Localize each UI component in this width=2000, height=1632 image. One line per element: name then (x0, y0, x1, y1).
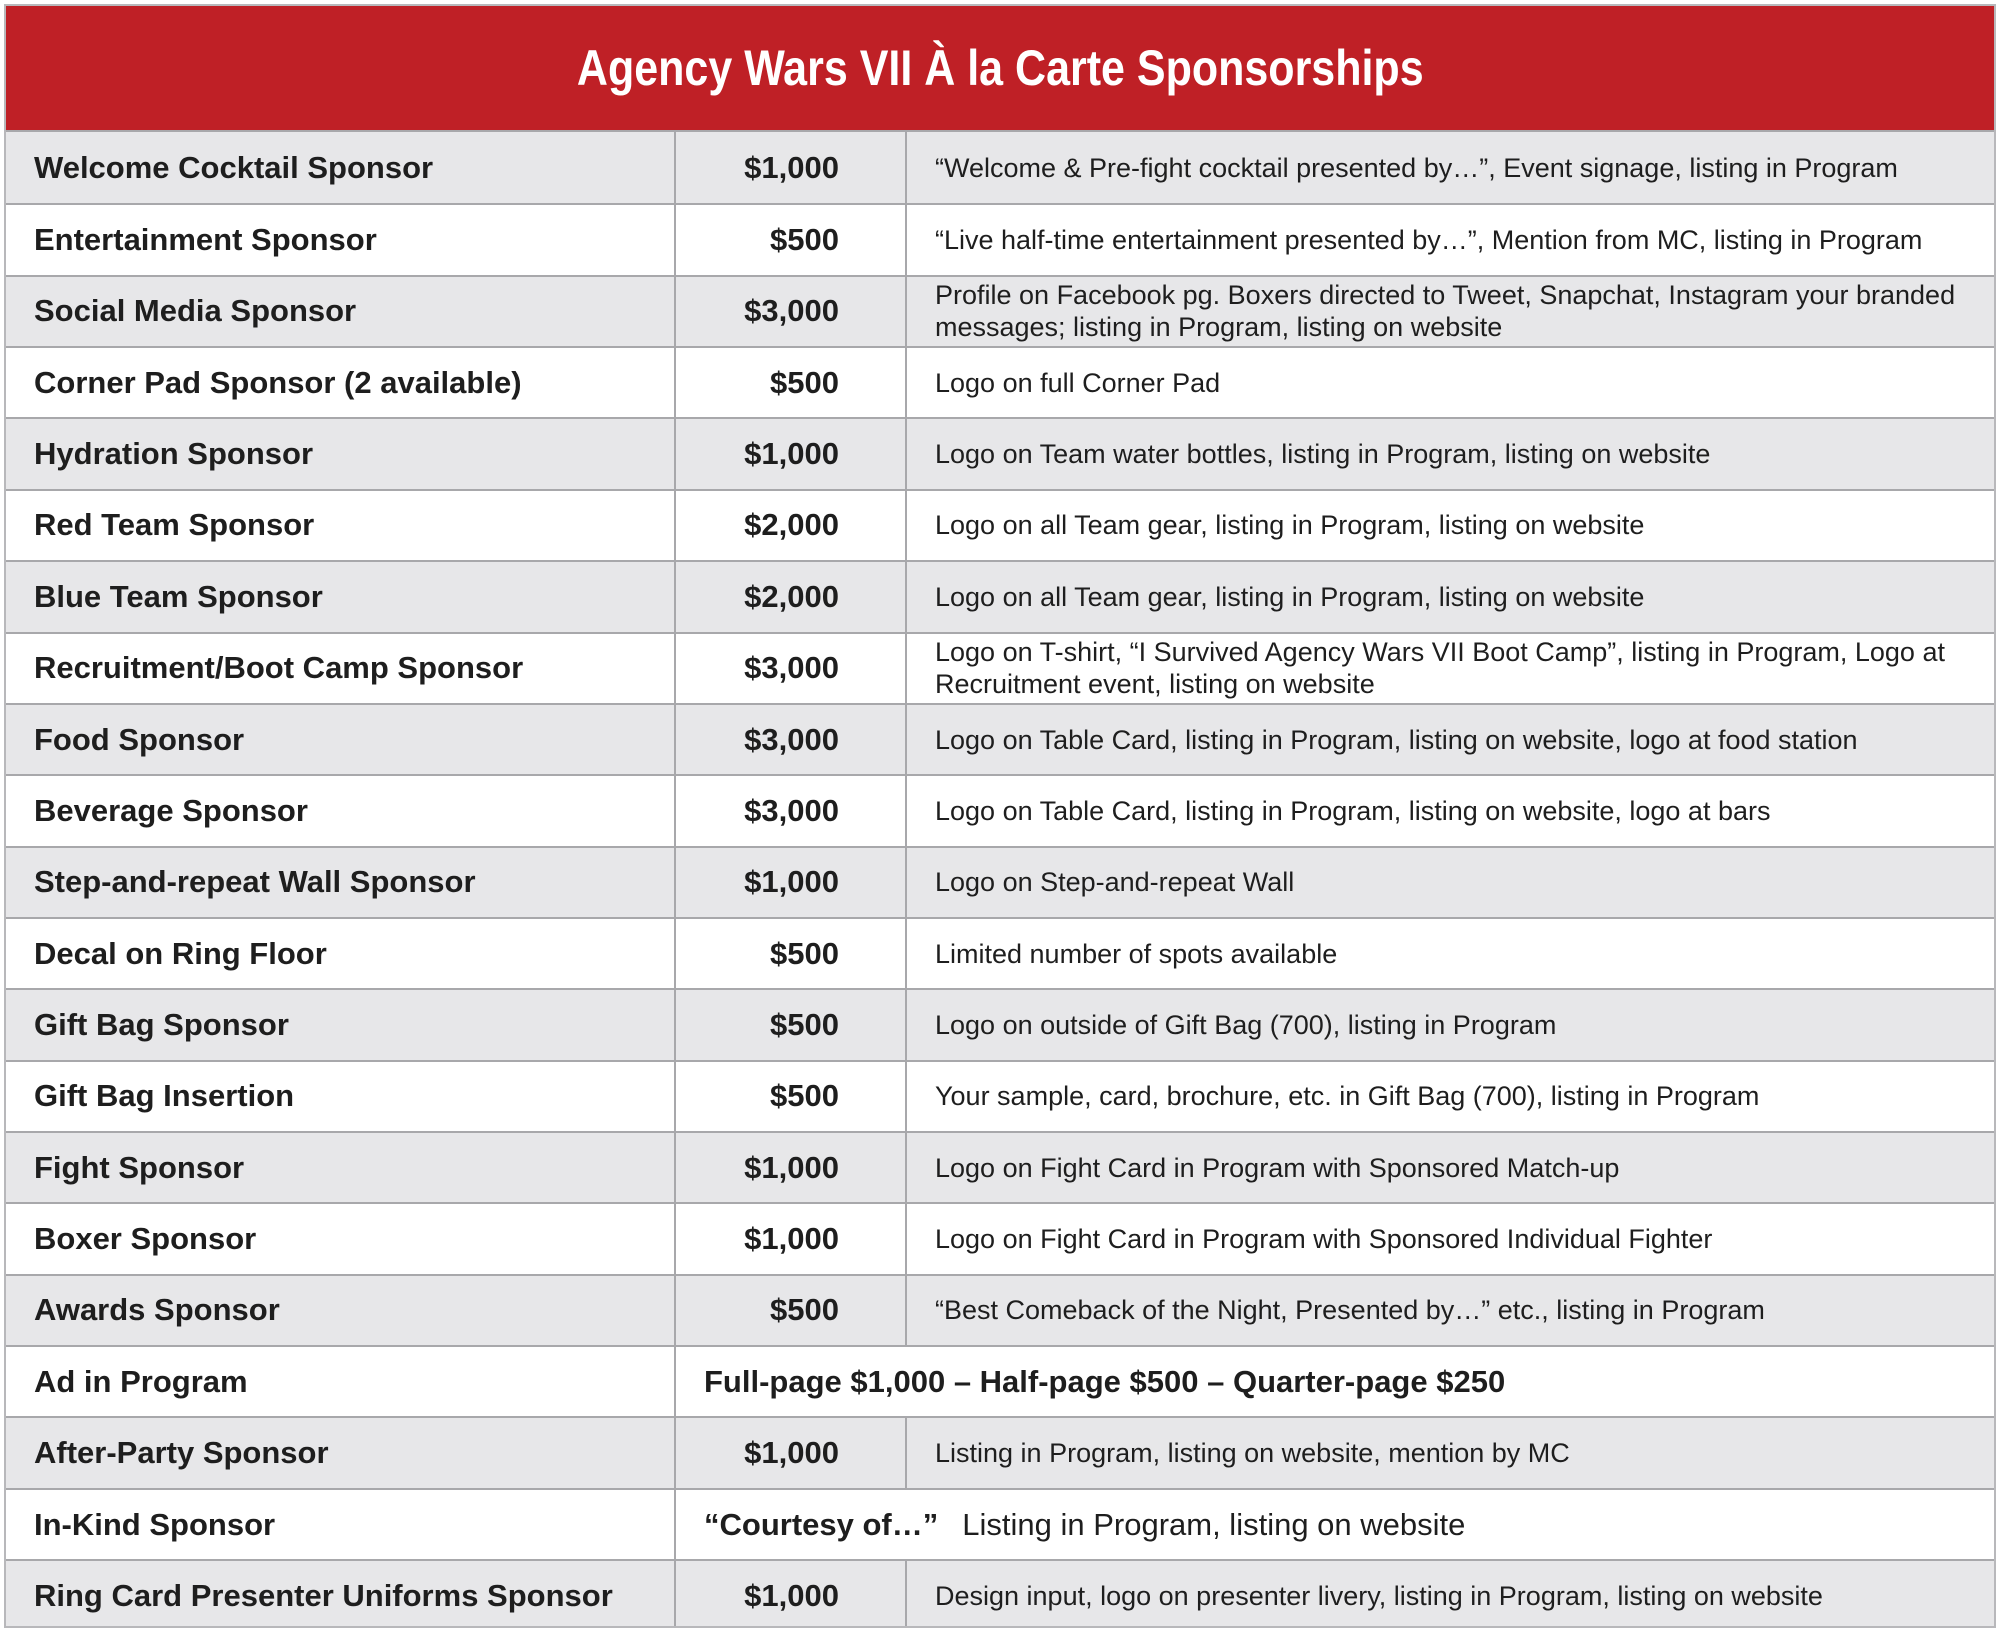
sponsor-benefits: Logo on outside of Gift Bag (700), listing in Program (935, 1009, 1557, 1040)
sponsor-benefits: Limited number of spots available (935, 938, 1338, 969)
sponsor-price: $2,000 (676, 562, 907, 631)
sponsor-benefits: “Welcome & Pre-fight cocktail presented by…”, Event signage, listing in Program (935, 152, 1898, 183)
sponsor-benefits: Logo on Team water bottles, listing in Program, listing on website (935, 439, 1711, 470)
table-row (6, 275, 1994, 346)
sponsor-name: Ad in Program (6, 1347, 676, 1416)
sponsor-price: $1,000 (676, 848, 907, 917)
table-row (6, 1131, 1994, 1202)
sponsor-name: Red Team Sponsor (6, 491, 676, 560)
table-row (6, 132, 1994, 203)
sponsor-name: Beverage Sponsor (6, 776, 676, 845)
table-row (6, 489, 1994, 560)
sponsor-name: Ring Card Presenter Uniforms Sponsor (6, 1561, 676, 1628)
sponsorship-table (4, 4, 1996, 1628)
table-row (6, 774, 1994, 845)
table-row (6, 560, 1994, 631)
sponsor-price: $1,000 (676, 132, 907, 203)
sponsor-benefits: Profile on Facebook pg. Boxers directed to Tweet, Snapchat, Instagram your branded messages; listing in Program, listing on website (935, 280, 1956, 343)
sponsor-benefits: Logo on Table Card, listing in Program, listing on website, logo at bars (935, 795, 1771, 826)
sponsor-price: $500 (676, 1062, 907, 1131)
sponsor-name: After-Party Sponsor (6, 1418, 676, 1487)
table-row-ad-in-program (6, 1345, 1994, 1416)
sponsor-price: $500 (676, 990, 907, 1059)
ad-pricing (676, 1347, 1994, 1416)
sponsor-name: Social Media Sponsor (6, 277, 676, 346)
sponsor-benefits: Logo on all Team gear, listing in Program, listing on website (935, 510, 1645, 541)
sponsor-benefits: Logo on full Corner Pad (935, 367, 1221, 398)
sponsor-price: $3,000 (676, 634, 907, 703)
sponsor-price: $3,000 (676, 776, 907, 845)
sponsor-price: $3,000 (676, 705, 907, 774)
table-row (6, 917, 1994, 988)
table-row (6, 417, 1994, 488)
sponsor-price: $1,000 (676, 1561, 907, 1628)
sponsor-name: Corner Pad Sponsor (2 available) (6, 348, 676, 417)
in-kind-details (676, 1490, 1994, 1559)
sponsor-benefits: “Best Comeback of the Night, Presented by…” etc., listing in Program (935, 1295, 1765, 1326)
sponsor-benefits: Listing in Program, listing on website, mention by MC (935, 1438, 1570, 1469)
sponsor-name: Hydration Sponsor (6, 419, 676, 488)
sponsor-price: $1,000 (676, 1418, 907, 1487)
sponsor-name: Gift Bag Sponsor (6, 990, 676, 1059)
sponsor-price: $500 (676, 1276, 907, 1345)
sponsor-name: Decal on Ring Floor (6, 919, 676, 988)
table-row (6, 346, 1994, 417)
sponsor-name: Entertainment Sponsor (6, 205, 676, 274)
sponsor-benefits: Logo on Fight Card in Program with Sponsored Individual Fighter (935, 1224, 1713, 1255)
sponsor-name: Step-and-repeat Wall Sponsor (6, 848, 676, 917)
in-kind-courtesy: “Courtesy of…” (704, 1506, 939, 1542)
sponsor-benefits: Logo on T-shirt, “I Survived Agency Wars VII Boot Camp”, listing in Program, Logo at Recruitment event, listing on website (935, 637, 1945, 700)
sponsor-name: Recruitment/Boot Camp Sponsor (6, 634, 676, 703)
sponsor-price: $1,000 (676, 1133, 907, 1202)
table-title: Agency Wars VII À la Carte Sponsorships (576, 40, 1424, 96)
table-row (6, 203, 1994, 274)
table-row (6, 846, 1994, 917)
sponsor-benefits: Logo on Fight Card in Program with Sponsored Match-up (935, 1152, 1620, 1183)
ad-pricing-text: Full-page $1,000 – Half-page $500 – Quarter-page $250 (704, 1363, 1506, 1399)
table-body (6, 132, 1994, 1628)
sponsor-name: Fight Sponsor (6, 1133, 676, 1202)
sponsor-name: Blue Team Sponsor (6, 562, 676, 631)
table-row (6, 1202, 1994, 1273)
table-row (6, 703, 1994, 774)
sponsor-price: $1,000 (676, 419, 907, 488)
table-row-in-kind (6, 1488, 1994, 1559)
sponsor-price: $500 (676, 919, 907, 988)
sponsor-name: Food Sponsor (6, 705, 676, 774)
sponsor-name: Welcome Cocktail Sponsor (6, 132, 676, 203)
sponsor-price: $3,000 (676, 277, 907, 346)
sponsor-benefits: Logo on Step-and-repeat Wall (935, 867, 1295, 898)
table-row (6, 1274, 1994, 1345)
sponsor-name: Awards Sponsor (6, 1276, 676, 1345)
table-row (6, 1060, 1994, 1131)
sponsor-price: $500 (676, 348, 907, 417)
sponsor-benefits: Logo on all Team gear, listing in Program, listing on website (935, 581, 1645, 612)
sponsor-price: $500 (676, 205, 907, 274)
sponsor-name: In-Kind Sponsor (6, 1490, 676, 1559)
sponsor-price: $2,000 (676, 491, 907, 560)
sponsor-benefits: Your sample, card, brochure, etc. in Gift Bag (700), listing in Program (935, 1081, 1760, 1112)
table-title-bar (6, 6, 1994, 132)
in-kind-benefits: Listing in Program, listing on website (962, 1506, 1466, 1542)
sponsor-benefits: Logo on Table Card, listing in Program, listing on website, logo at food station (935, 724, 1858, 755)
table-row-ring-card (6, 1559, 1994, 1628)
table-row-after-party (6, 1416, 1994, 1487)
sponsor-price: $1,000 (676, 1204, 907, 1273)
table-row (6, 632, 1994, 703)
sponsor-benefits: Design input, logo on presenter livery, listing in Program, listing on website (935, 1580, 1823, 1611)
table-row (6, 988, 1994, 1059)
sponsor-name: Gift Bag Insertion (6, 1062, 676, 1131)
sponsor-benefits: “Live half-time entertainment presented by…”, Mention from MC, listing in Program (935, 225, 1923, 256)
sponsor-name: Boxer Sponsor (6, 1204, 676, 1273)
